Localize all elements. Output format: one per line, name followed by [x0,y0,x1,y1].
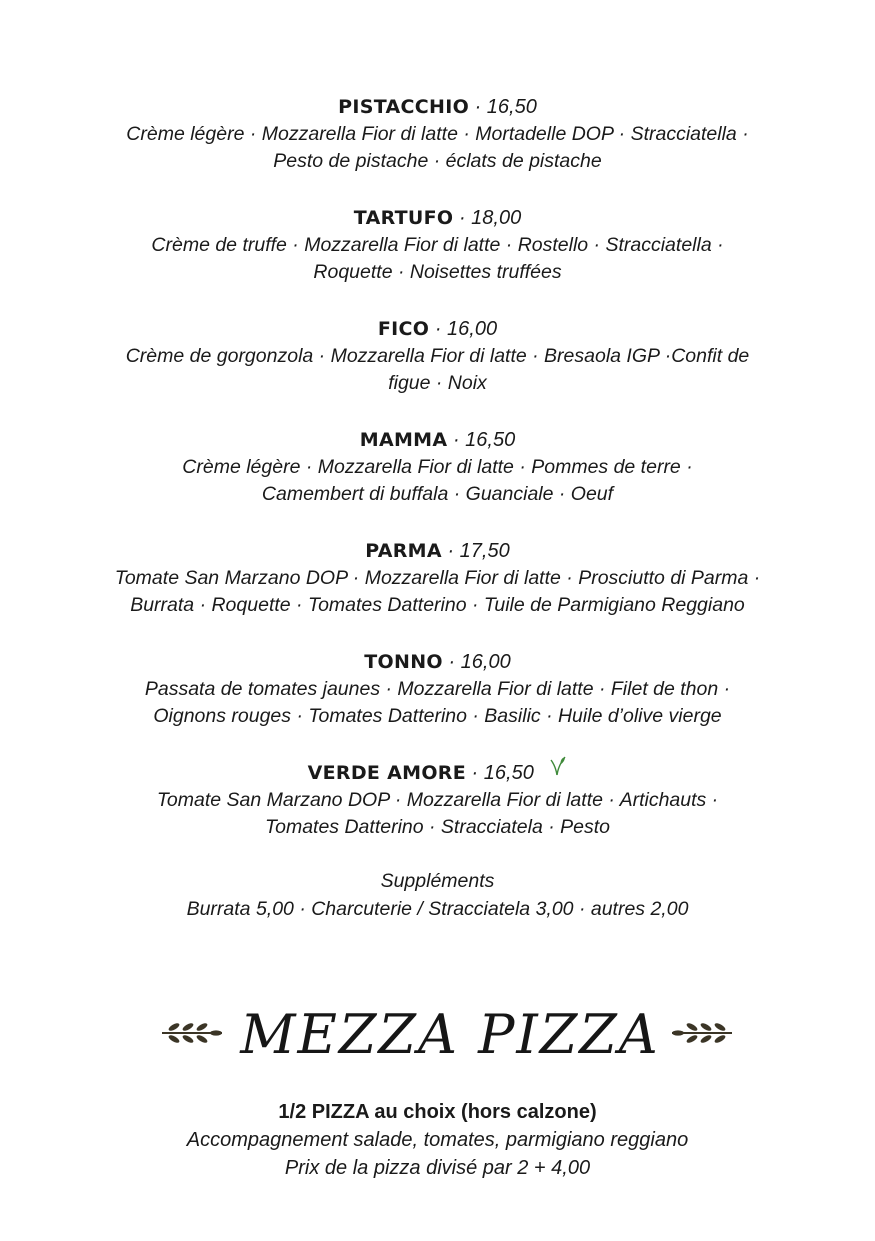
item-description [0,676,875,730]
item-description-line: Burrata · Roquette · Tomates Datterino · Tuile de Parmigiano Reggiano [130,594,745,616]
item-description [0,232,875,286]
item-description-line: Tomate San Marzano DOP · Mozzarella Fior di latte · Prosciutto di Parma · [114,567,761,589]
item-heading [0,315,875,343]
mezza-pizza-header [0,1000,875,1070]
item-description-line: Tomate San Marzano DOP · Mozzarella Fior di latte · Artichauts · [156,789,719,811]
mezza-pizza-accompaniment: Accompagnement salade, tomates, parmigiano reggiano [186,1129,689,1151]
olive-branch-icon [160,1020,224,1051]
supplements-title: Suppléments [380,870,495,892]
item-name: PARMA [365,540,442,562]
item-description-line: Pesto de pistache · éclats de pistache [273,150,602,172]
item-heading [0,93,875,121]
item-description-line: Oignons rouges · Tomates Datterino · Basilic · Huile d’olive vierge [153,705,722,727]
item-heading [0,648,875,676]
pizza-menu-list [0,93,875,923]
item-description-line: Passata de tomates jaunes · Mozzarella Fior di latte · Filet de thon · [144,678,731,700]
item-price: · 16,00 [448,651,511,673]
item-description-line: Crème de gorgonzola · Mozzarella Fior di latte · Bresaola IGP ·Confit de [125,345,750,367]
item-description [0,565,875,619]
item-price: · 16,50 [452,429,516,451]
item-description-line: figue · Noix [388,372,487,394]
item-heading [0,537,875,565]
item-name: PISTACCHIO [338,96,470,118]
item-description-line: Crème légère · Mozzarella Fior di latte · Mortadelle DOP · Stracciatella · [126,123,749,145]
item-description-line: Crème de truffe · Mozzarella Fior di latte · Rostello · Stracciatella · [151,234,724,256]
menu-item-mamma [0,426,875,508]
item-price: · 16,50 [471,762,534,784]
item-description-line: Crème légère · Mozzarella Fior di latte · Pommes de terre · [182,456,693,478]
item-description [0,787,875,841]
item-name: MAMMA [359,429,448,451]
item-description [0,454,875,508]
menu-item-parma [0,537,875,619]
item-name: VERDE AMORE [307,762,466,784]
item-heading [0,204,875,232]
item-price: · 16,50 [474,96,537,118]
item-description [0,343,875,397]
item-heading [0,759,875,787]
item-name: TONNO [364,651,443,673]
menu-item-pistacchio [0,93,875,175]
menu-item-fico [0,315,875,397]
item-name: TARTUFO [353,207,454,229]
item-description-line: Roquette · Noisettes truffées [313,261,562,283]
mezza-pizza-price-rule: Prix de la pizza divisé par 2 + 4,00 [284,1157,591,1179]
item-price: · 18,00 [458,207,522,229]
supplements-prices: Burrata 5,00 · Charcuterie / Stracciatela 3,00 · autres 2,00 [186,898,689,920]
menu-item-tonno [0,648,875,730]
vegetarian-leaf-icon [549,755,567,785]
mezza-pizza-details [0,1098,875,1182]
item-description [0,121,875,175]
item-description-line: Camembert di buffala · Guanciale · Oeuf [261,483,614,505]
menu-item-verde-amore [0,759,875,841]
item-name: FICO [377,318,430,340]
item-heading [0,426,875,454]
item-price: · 16,00 [434,318,498,340]
supplements [0,867,875,923]
item-description-line: Tomates Datterino · Stracciatela · Pesto [264,816,610,838]
item-price: · 17,50 [447,540,510,562]
section-title: MEZZA PIZZA [240,1003,660,1066]
menu-item-tartufo [0,204,875,286]
mezza-pizza-heading: 1/2 PIZZA au choix (hors calzone) [278,1101,597,1123]
olive-branch-icon [670,1020,734,1051]
